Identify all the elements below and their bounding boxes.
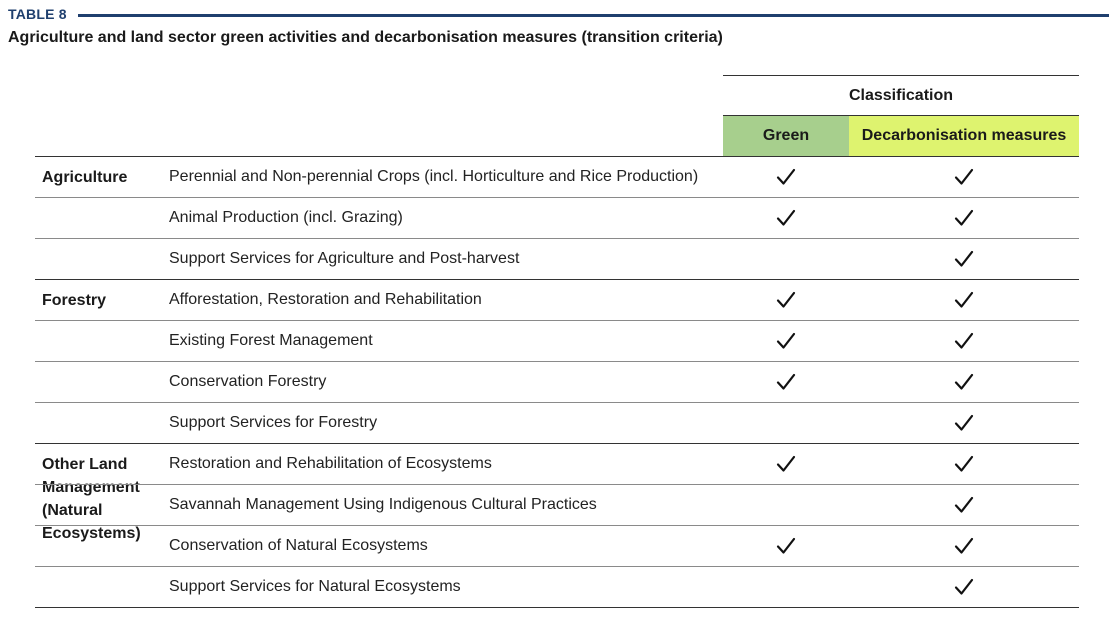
table-row bbox=[35, 320, 1079, 361]
decarbonisation-cell bbox=[849, 239, 1079, 279]
classification-header: Classification bbox=[848, 87, 954, 104]
category-label: Forestry bbox=[42, 292, 107, 309]
green-cell bbox=[723, 485, 849, 525]
decarbonisation-cell bbox=[849, 280, 1079, 320]
table-row bbox=[35, 238, 1079, 279]
activity-label: Conservation of Natural Ecosystems bbox=[169, 537, 428, 554]
green-cell bbox=[723, 239, 849, 279]
green-cell bbox=[723, 526, 849, 566]
check-icon bbox=[954, 291, 974, 309]
table-row bbox=[35, 484, 1079, 525]
activity-label: Perennial and Non-perennial Crops (incl. Horticulture and Rice Production) bbox=[169, 168, 699, 185]
table-row bbox=[35, 279, 1079, 320]
activity-label: Support Services for Forestry bbox=[169, 414, 378, 431]
table-row bbox=[35, 156, 1079, 197]
decarbonisation-cell bbox=[849, 157, 1079, 197]
decarbonisation-cell bbox=[849, 526, 1079, 566]
activity-label: Restoration and Rehabilitation of Ecosystems bbox=[169, 455, 492, 472]
table-row bbox=[35, 525, 1079, 566]
column-header-green: Green bbox=[723, 116, 849, 156]
check-icon bbox=[954, 578, 974, 596]
check-icon bbox=[954, 209, 974, 227]
green-cell bbox=[723, 567, 849, 607]
check-icon bbox=[776, 209, 796, 227]
activity-label: Animal Production (incl. Grazing) bbox=[169, 209, 403, 226]
check-icon bbox=[954, 537, 974, 555]
decarbonisation-cell bbox=[849, 403, 1079, 443]
decarbonisation-cell bbox=[849, 198, 1079, 238]
table-row bbox=[35, 402, 1079, 443]
table-row bbox=[35, 361, 1079, 402]
table-row bbox=[35, 197, 1079, 238]
check-icon bbox=[776, 455, 796, 473]
table-label: TABLE 8 bbox=[8, 6, 67, 22]
check-icon bbox=[954, 496, 974, 514]
green-cell bbox=[723, 403, 849, 443]
table-caption: Agriculture and land sector green activities and decarbonisation measures (transition criteria) bbox=[8, 29, 723, 46]
check-icon bbox=[954, 373, 974, 391]
decarbonisation-cell bbox=[849, 321, 1079, 361]
decarbonisation-cell bbox=[849, 485, 1079, 525]
check-icon bbox=[954, 168, 974, 186]
table-body bbox=[35, 156, 1079, 608]
category-label: Agriculture bbox=[42, 169, 128, 186]
green-cell bbox=[723, 444, 849, 484]
check-icon bbox=[776, 373, 796, 391]
table-row bbox=[35, 566, 1079, 608]
check-icon bbox=[776, 168, 796, 186]
green-cell bbox=[723, 280, 849, 320]
column-header-decarbonisation: Decarbonisation measures bbox=[849, 116, 1079, 156]
activity-label: Support Services for Agriculture and Post-harvest bbox=[169, 250, 520, 267]
check-icon bbox=[776, 291, 796, 309]
decarbonisation-cell bbox=[849, 567, 1079, 607]
green-cell bbox=[723, 362, 849, 402]
check-icon bbox=[954, 414, 974, 432]
check-icon bbox=[954, 455, 974, 473]
activity-label: Support Services for Natural Ecosystems bbox=[169, 578, 461, 595]
green-cell bbox=[723, 198, 849, 238]
header-rule bbox=[78, 14, 1109, 17]
activity-label: Afforestation, Restoration and Rehabilitation bbox=[169, 291, 482, 308]
check-icon bbox=[954, 250, 974, 268]
check-icon bbox=[954, 332, 974, 350]
decarbonisation-cell bbox=[849, 362, 1079, 402]
check-icon bbox=[776, 537, 796, 555]
activity-label: Existing Forest Management bbox=[169, 332, 373, 349]
green-cell bbox=[723, 321, 849, 361]
table-header bbox=[8, 6, 1109, 24]
activity-label: Conservation Forestry bbox=[169, 373, 327, 390]
decarbonisation-cell bbox=[849, 444, 1079, 484]
check-icon bbox=[776, 332, 796, 350]
category-label: Other Land Management (Natural Ecosystems) bbox=[42, 456, 141, 542]
activity-label: Savannah Management Using Indigenous Cultural Practices bbox=[169, 496, 597, 513]
green-cell bbox=[723, 157, 849, 197]
